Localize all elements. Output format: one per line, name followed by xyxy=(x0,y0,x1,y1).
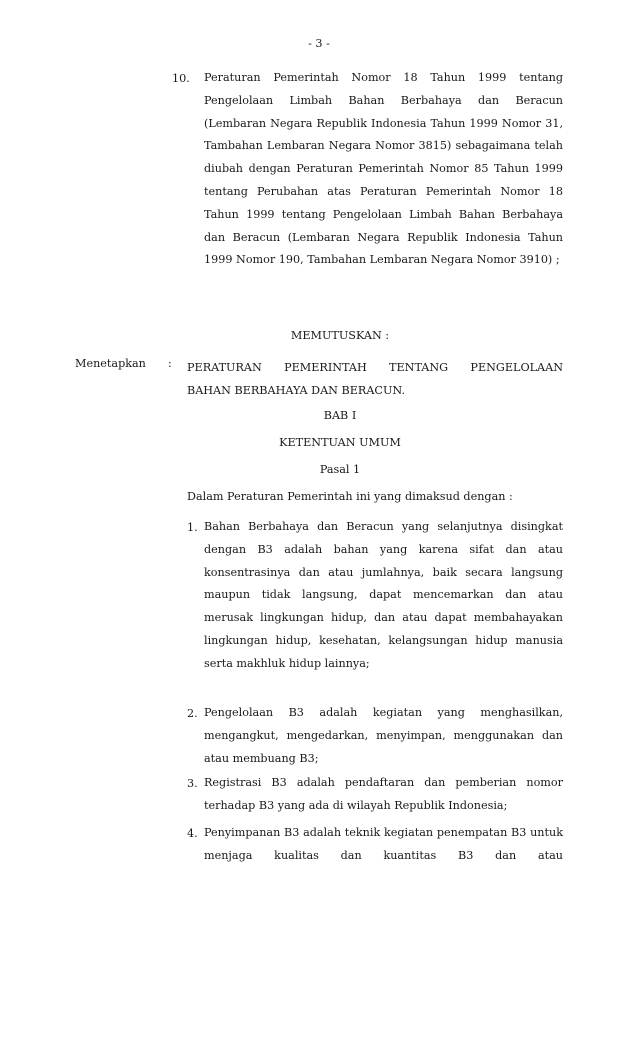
menetapkan-decision xyxy=(187,357,563,403)
definition-number: 3. xyxy=(187,777,198,790)
definition-number: 2. xyxy=(187,707,198,720)
menetapkan-label: Menetapkan xyxy=(75,357,146,370)
definition-text: Pengelolaan B3 adalah kegiatan yang menghasilkan, mengangkut, mengedarkan, menyimpan, menggunakan dan atau membuang B3; xyxy=(204,706,563,765)
definitions-intro: Dalam Peraturan Pemerintah ini yang dimaksud dengan : xyxy=(187,490,513,503)
definition-text: Penyimpanan B3 adalah teknik kegiatan penempatan B3 untuk menjaga kualitas dan kuantitas B3 dan atau xyxy=(204,826,563,862)
page-number: - 3 - xyxy=(308,37,330,50)
definition-number: 1. xyxy=(187,521,198,534)
chapter-title: KETENTUAN UMUM xyxy=(279,436,401,449)
definition-text: Registrasi B3 adalah pendaftaran dan pemberian nomor terhadap B3 yang ada di wilayah Republik Indonesia; xyxy=(204,776,563,812)
list-item-text: Peraturan Pemerintah Nomor 18 Tahun 1999 tentang Pengelolaan Limbah Bahan Berbahaya dan Beracun (Lembaran Negara Republik Indonesia Tahun 1999 Nomor 31, Tambahan Lembaran Negara Nomor 3815) sebagaimana telah diubah dengan Peraturan Pemerintah Nomor 85 Tahun 1999 tentang Perubahan atas Peraturan Pemerintah Nomor 18 Tahun 1999 tentang Pengelolaan Limbah Bahan Berbahaya dan Beracun (Lembaran Negara Republik Indonesia Tahun 1999 Nomor 190, Tambahan Lembaran Negara Nomor 3910) ; xyxy=(204,71,563,267)
menetapkan-colon: : xyxy=(168,357,172,370)
decision-line-1: PERATURAN PEMERINTAH TENTANG PENGELOLAAN xyxy=(187,361,563,374)
definition-text: Bahan Berbahaya dan Beracun yang selanjutnya disingkat dengan B3 adalah bahan yang karena sifat dan atau konsentrasinya dan atau jumlahnya, baik secara langsung maupun tidak langsung, dapat mencemarkan dan atau merusak lingkungan hidup, dan atau dapat membahayakan lingkungan hidup, kesehatan, kelangsungan hidup manusia serta makhluk hidup lainnya; xyxy=(204,520,563,670)
item-number: 10. xyxy=(172,72,190,85)
decision-line-2: BAHAN BERBAHAYA DAN BERACUN. xyxy=(187,383,406,397)
article-number: Pasal 1 xyxy=(319,463,361,476)
definition-number: 4. xyxy=(187,827,198,840)
memutuskan-heading: MEMUTUSKAN : xyxy=(290,329,390,342)
chapter-number: BAB I xyxy=(323,409,357,422)
